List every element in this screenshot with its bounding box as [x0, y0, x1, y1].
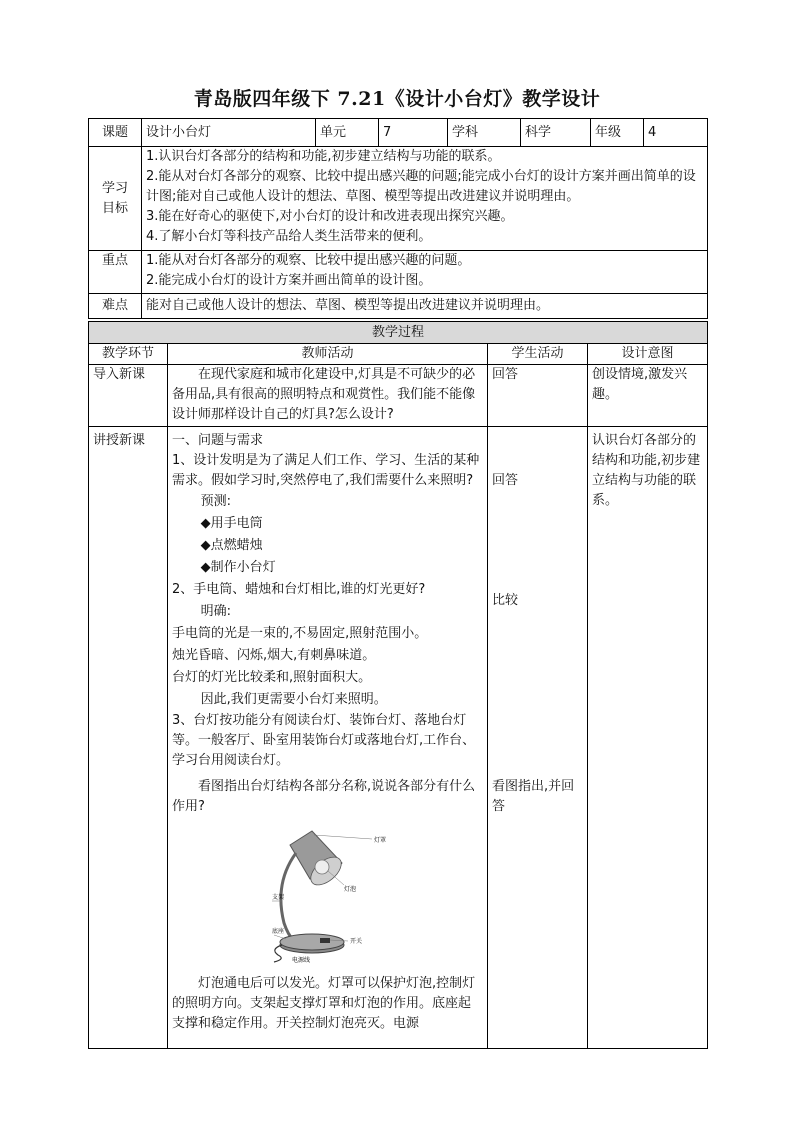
- unit-label: 单元: [316, 119, 379, 147]
- lecture-teacher: [168, 427, 488, 1049]
- label-bulb: 灯泡: [344, 886, 357, 893]
- grade-value: 4: [644, 119, 708, 147]
- question-1: 1、设计发明是为了满足人们工作、学习、生活的某种需求。假如学习时,突然停电了,我们需要什么来照明?: [172, 453, 480, 488]
- lamp-explanation: 灯泡通电后可以发光。灯罩可以保护灯泡,控制灯的照明方向。支架起支撑灯罩和灯泡的作用。底座起支撑和稳定作用。开关控制灯泡亮灭。电源: [172, 976, 476, 1031]
- question-3: 3、台灯按功能分有阅读台灯、装饰台灯、落地台灯等。一般客厅、卧室用装饰台灯或落地台灯,工作台、学习台用阅读台灯。: [172, 713, 476, 768]
- clarify-1: 手电筒的光是一束的,不易固定,照射范围小。: [172, 626, 428, 641]
- option-lamp: ◆制作小台灯: [200, 560, 276, 575]
- section-heading: 一、问题与需求: [172, 433, 264, 448]
- label-cord: 电源线: [292, 957, 311, 963]
- clarify-2: 烛光昏暗、闪烁,烟大,有刺鼻味道。: [172, 648, 376, 663]
- key-content: [142, 251, 708, 294]
- question-4: 看图指出台灯结构各部分名称,说说各部分有什么作用?: [172, 779, 476, 814]
- lecture-intent: 认识台灯各部分的结构和功能,初步建立结构与功能的联系。: [588, 427, 708, 1049]
- clarify-3: 台灯的灯光比较柔和,照射面积大。: [172, 670, 372, 685]
- intro-intent: 创设情境,激发兴趣。: [588, 365, 708, 427]
- desk-lamp-icon: [272, 823, 412, 963]
- option-candle: ◆点燃蜡烛: [200, 538, 263, 553]
- col-stage: 教学环节: [89, 344, 168, 365]
- student-answer-1: 回答: [492, 473, 519, 488]
- clarify-label: 明确:: [200, 604, 231, 619]
- subject-value: 科学: [521, 119, 591, 147]
- col-teacher: 教师活动: [168, 344, 488, 365]
- lamp-diagram: [172, 817, 483, 974]
- student-answer-3: 看图指出,并回答: [492, 779, 575, 814]
- key-label: 重点: [89, 251, 142, 294]
- goal-item: 3.能在好奇心的驱使下,对小台灯的设计和改进表现出探究兴趣。: [146, 209, 514, 224]
- label-stand: 支架: [272, 894, 285, 901]
- goals-label-text: 学习目标: [101, 180, 128, 216]
- intro-teacher: 在现代家庭和城市化建设中,灯具是不可缺少的必备用品,具有很高的照明特点和观赏性。我们能不能像设计师那样设计自己的灯具?怎么设计?: [168, 365, 488, 427]
- col-student: 学生活动: [488, 344, 588, 365]
- unit-value: 7: [379, 119, 448, 147]
- intro-student: 回答: [488, 365, 588, 427]
- intro-stage: 导入新课: [89, 365, 168, 427]
- course-label: 课题: [89, 119, 142, 147]
- difficulty-label: 难点: [89, 294, 142, 319]
- process-heading: 教学过程: [89, 322, 708, 344]
- difficulty-content: 能对自己或他人设计的想法、草图、模型等提出改进建议并说明理由。: [142, 294, 708, 319]
- key-item: 1.能从对台灯各部分的观察、比较中提出感兴趣的问题。: [146, 253, 471, 268]
- goal-item: 4.了解小台灯等科技产品给人类生活带来的便利。: [146, 229, 432, 244]
- process-table: [88, 321, 708, 1049]
- option-flashlight: ◆用手电筒: [200, 516, 263, 531]
- label-shade: 灯罩: [374, 837, 387, 844]
- page-title: 青岛版四年级下 7.21《设计小台灯》教学设计: [193, 88, 601, 110]
- grade-label: 年级: [591, 119, 644, 147]
- label-switch: 开关: [350, 938, 363, 945]
- goals-label: [89, 147, 142, 251]
- info-table: [88, 118, 708, 319]
- lecture-student: [488, 427, 588, 1049]
- goal-item: 1.认识台灯各部分的结构和功能,初步建立结构与功能的联系。: [146, 149, 501, 164]
- label-base: 底座: [272, 928, 285, 935]
- goals-content: [142, 147, 708, 251]
- question-2: 2、手电筒、蜡烛和台灯相比,谁的灯光更好?: [172, 582, 426, 597]
- predict-label: 预测:: [200, 494, 231, 509]
- col-intent: 设计意图: [588, 344, 708, 365]
- key-item: 2.能完成小台灯的设计方案并画出简单的设计图。: [146, 273, 432, 288]
- clarify-4: 因此,我们更需要小台灯来照明。: [200, 692, 387, 707]
- subject-label: 学科: [448, 119, 521, 147]
- student-answer-2: 比较: [492, 593, 519, 608]
- goal-item: 2.能从对台灯各部分的观察、比较中提出感兴趣的问题;能完成小台灯的设计方案并画出简单的设计图;能对自己或他人设计的想法、草图、模型等提出改进建议并说明理由。: [146, 169, 696, 204]
- lecture-stage: 讲授新课: [89, 427, 168, 1049]
- course-value: 设计小台灯: [142, 119, 316, 147]
